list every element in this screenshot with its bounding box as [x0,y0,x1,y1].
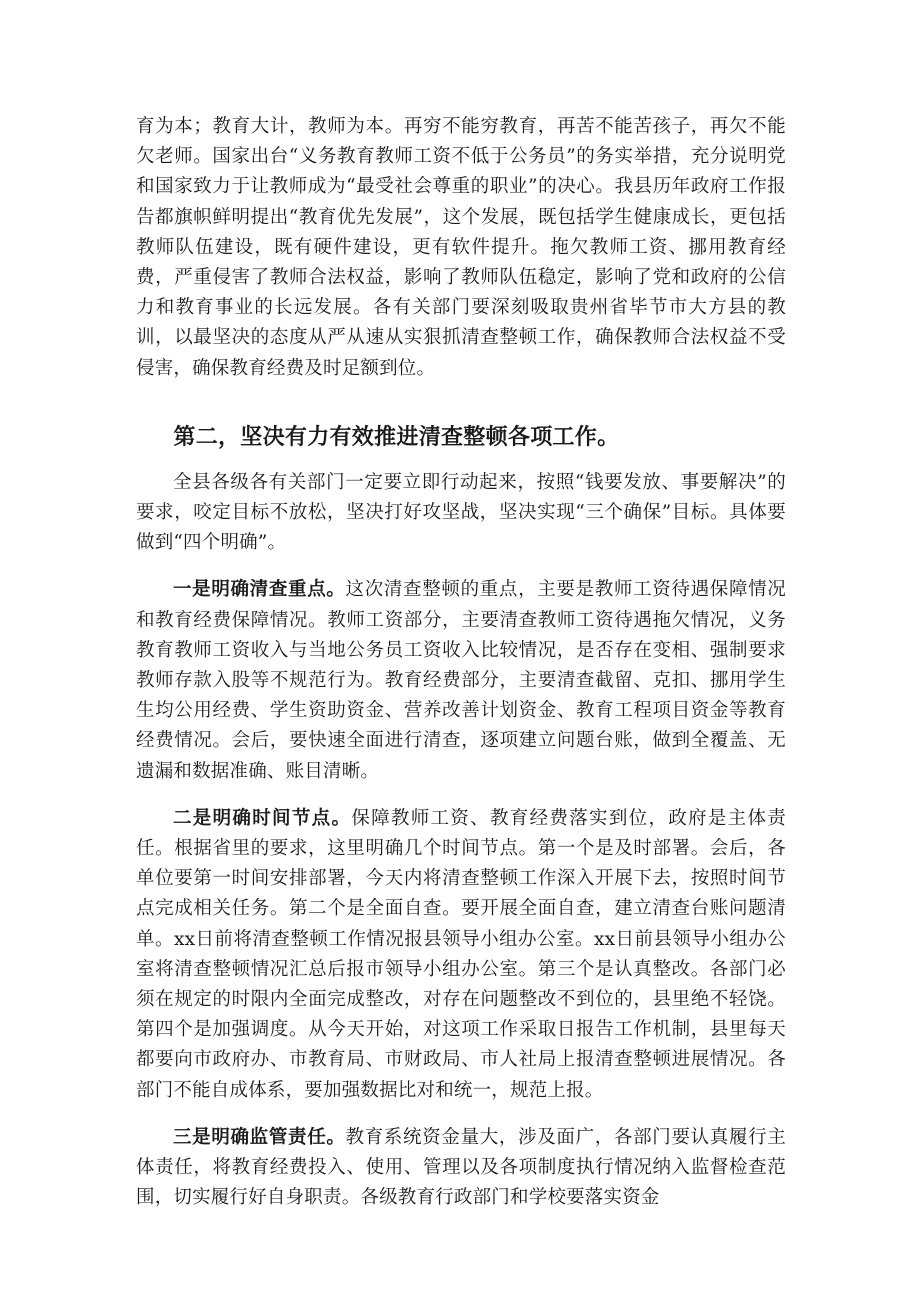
item-1-body: 这次清查整顿的重点，主要是教师工资待遇保障情况和教育经费保障情况。教师工资部分，主要清查教师工资待遇拖欠情况，义务教育教师工资收入与当地公务员工资收入比较情况，是否存在变相、强制要求教师存款入股等不规范行为。教育经费部分，主要清查截留、克扣、挪用学生生均公用经费、学生资助资金、营养改善计划资金、教育工程项目资金等教育经费情况。会后，要快速全面进行清查，逐项建立问题台账，做到全覆盖、无遗漏和数据准确、账目清晰。 [136,579,786,782]
spacer [136,454,786,468]
item-3-body: 教育系统资金量大，涉及面广，各部门要认真履行主体责任，将教育经费投入、使用、管理以及各项制度执行情况纳入监督检查范围，切实履行好自身职责。各级教育行政部门和学校要落实资金 [136,1126,786,1209]
paragraph-intro: 全县各级各有关部门一定要立即行动起来，按照“钱要发放、事要解决”的要求，咬定目标不放松，坚决打好攻坚战，坚决实现“三个确保”目标。具体要做到“四个明确”。 [136,471,786,554]
item-3-lead: 三是明确监管责任。 [173,1126,346,1148]
document-page [136,112,786,1214]
item-2-paragraph [136,804,786,1106]
section-heading: 第二，坚决有力有效推进清查整顿各项工作。 [173,424,620,450]
spacer [136,558,786,575]
paragraph-continuation: 育为本；教育大计，教师为本。再穷不能穷教育，再苦不能苦孩子，再欠不能欠老师。国家出台“义务教育教师工资不低于公务员”的务实举措，充分说明党和国家致力于让教师成为“最受社会尊重的职业”的决心。我县历年政府工作报告都旗帜鲜明提出“教育优先发展”，这个发展，既包括学生健康成长，更包括教师队伍建设，既有硬件建设，更有软件提升。拖欠教师工资、挪用教育经费，严重侵害了教师合法权益，影响了教师队伍稳定，影响了党和政府的公信力和教育事业的长远发展。各有关部门要深刻吸取贵州省毕节市大方县的教训，以最坚决的态度从严从速从实狠抓清查整顿工作，确保教师合法权益不受侵害，确保教育经费及时足额到位。 [136,116,786,379]
item-3-paragraph [136,1123,786,1214]
item-1-paragraph [136,575,786,786]
spacer [136,384,786,422]
item-2-lead: 二是明确时间节点。 [173,807,352,829]
spacer [136,787,786,804]
item-1-lead: 一是明确清查重点。 [173,579,346,601]
spacer [136,1106,786,1123]
item-2-body: 保障教师工资、教育经费落实到位，政府是主体责任。根据省里的要求，这里明确几个时间节点。第一个是及时部署。会后，各单位要第一时间安排部署，今天内将清查整顿工作深入开展下去，按照时间节点完成相关任务。第二个是全面自查。要开展全面自查，建立清查台账问题清单。xx日前将清查整顿工作情况报县领导小组办公室。xx日前县领导小组办公室将清查整顿情况汇总后报市领导小组办公室。第三个是认真整改。各部门必须在规定的时限内全面完成整改，对存在问题整改不到位的，县里绝不轻饶。第四个是加强调度。从今天开始，对这项工作采取日报告工作机制，县里每天都要向市政府办、市教育局、市财政局、市人社局上报清查整顿进展情况。各部门不能自成体系，要加强数据比对和统一，规范上报。 [136,807,786,1101]
